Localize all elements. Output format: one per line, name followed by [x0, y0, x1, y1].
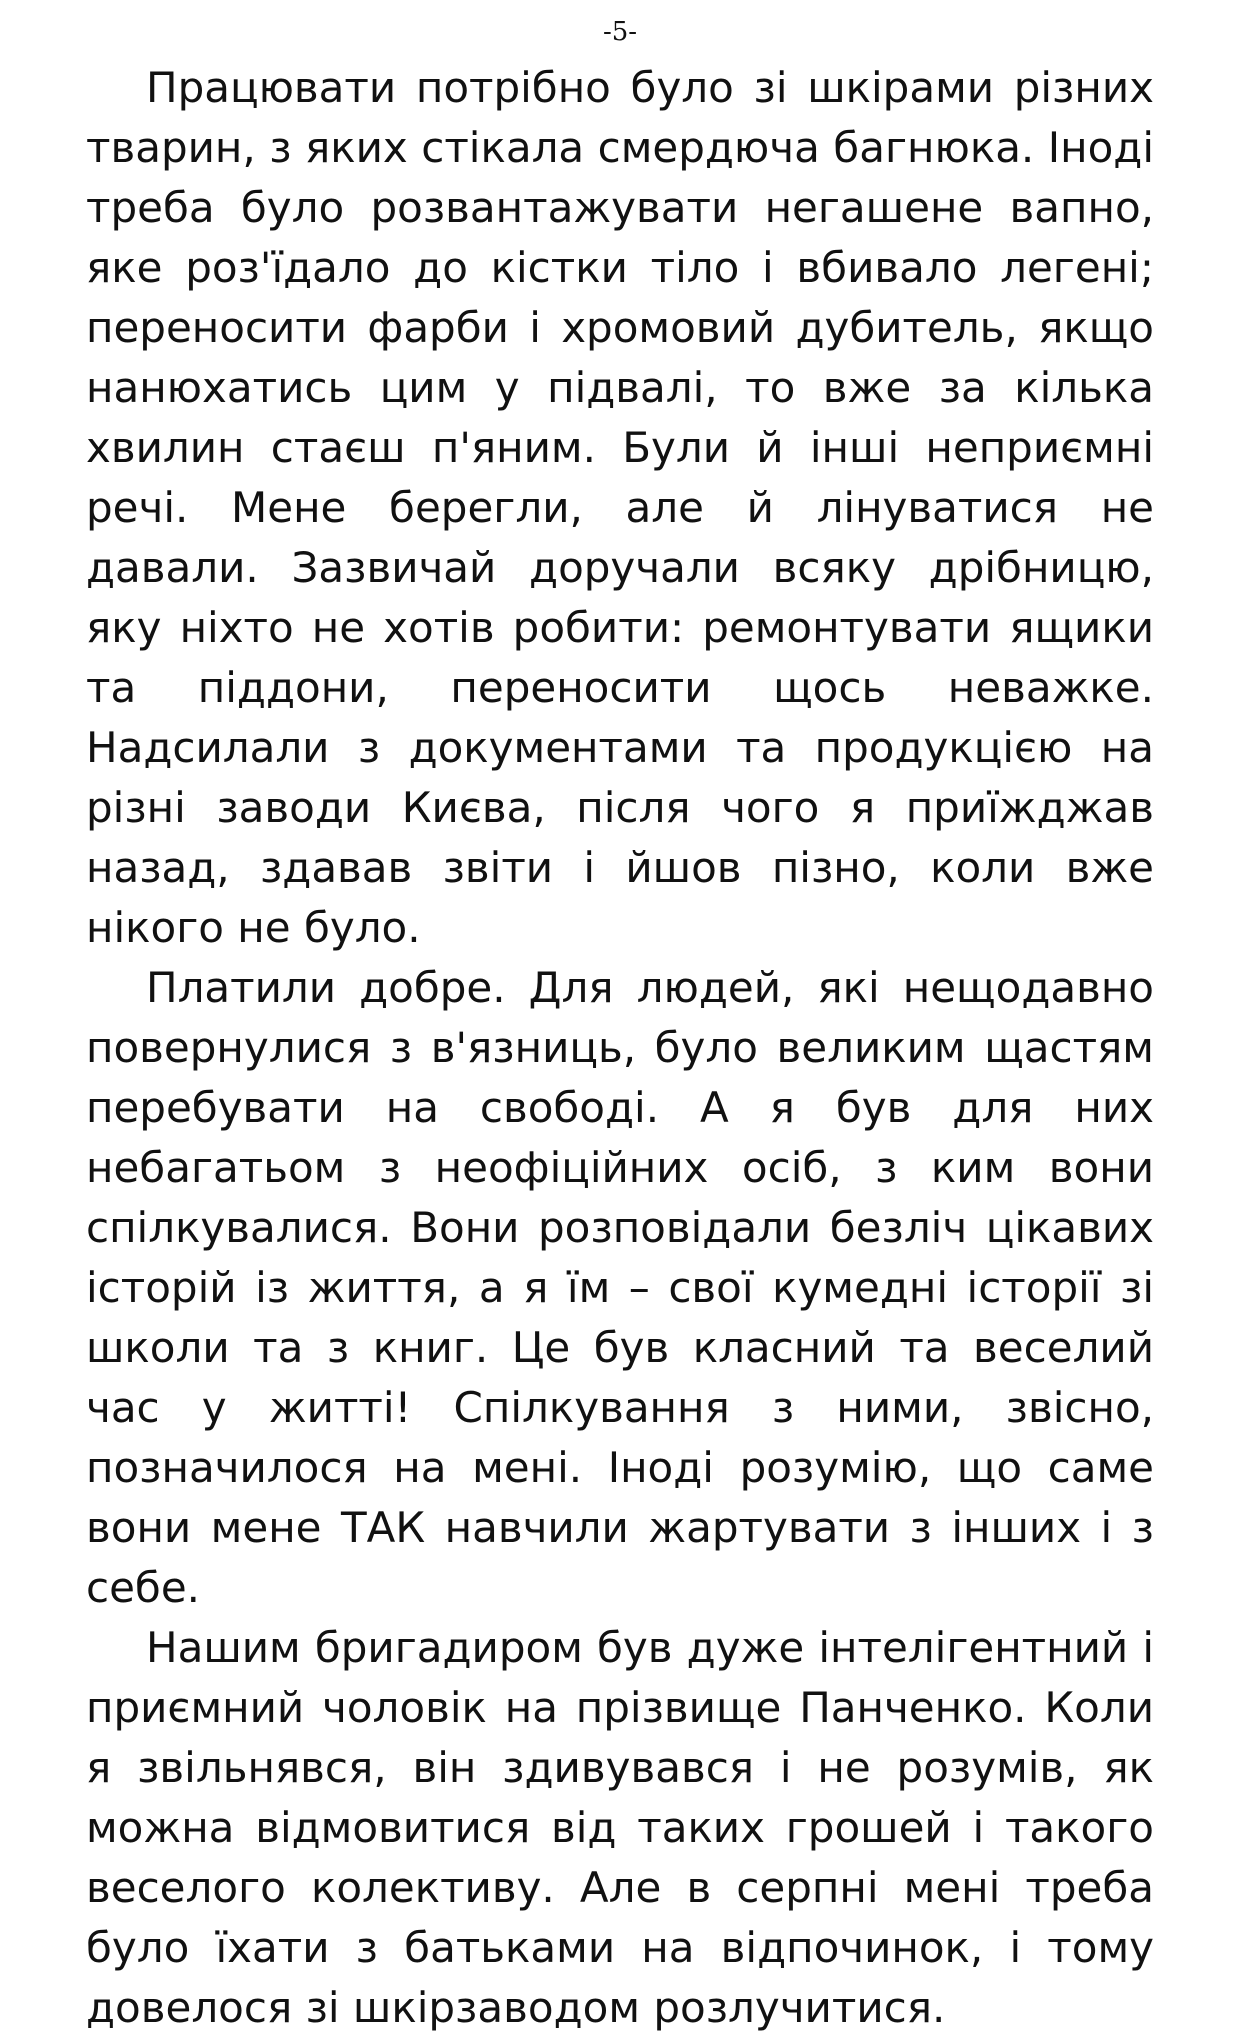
paragraph-1: Працювати потрібно було зі шкірами різних тварин, з яких стікала смердюча багнюка. Іноді треба було розвантажувати негашене вапно, яке роз'їдало до кістки тіло і вбивало легені; переносити фарби і хромовий дубитель, якщо нанюхатись цим у підвалі, то вже за кілька хвилин стаєш п'яним. Були й інші неприємні речі. Мене берегли, але й лінуватися не давали. Зазвичай доручали всяку дрібницю, яку ніхто не хотів робити: ремонтувати ящики та піддони, переносити щось неважке. Надсилали з документами та продукцією на різні заводи Києва, після чого я приїжджав назад, здавав звіти і йшов пізно, коли вже нікого не було. — [86, 63, 1154, 952]
paragraph-3: Нашим бригадиром був дуже інтелігентний і приємний чоловік на прізвище Панченко. Коли я звільнявся, він здивувався і не розумів, як можна відмовитися від таких грошей і такого веселого колективу. Але в серпні мені треба було їхати з батьками на відпочинок, і тому довелося зі шкірзаводом розлучитися. — [86, 1623, 1154, 2032]
page-number: -5- — [602, 17, 638, 47]
paragraph-2: Платили добре. Для людей, які нещодавно повернулися з в'язниць, було великим щастям перебувати на свободі. А я був для них небагатьом з неофіційних осіб, з ким вони спілкувалися. Вони розповідали безліч цікавих історій із життя, а я їм – свої кумедні історії зі школи та з книг. Це був класний та веселий час у житті! Спілкування з ними, звісно, позначилося на мені. Іноді розумію, що саме вони мене ТАК навчили жартувати з інших і з себе. — [86, 963, 1154, 1612]
body-text — [86, 58, 1154, 2038]
